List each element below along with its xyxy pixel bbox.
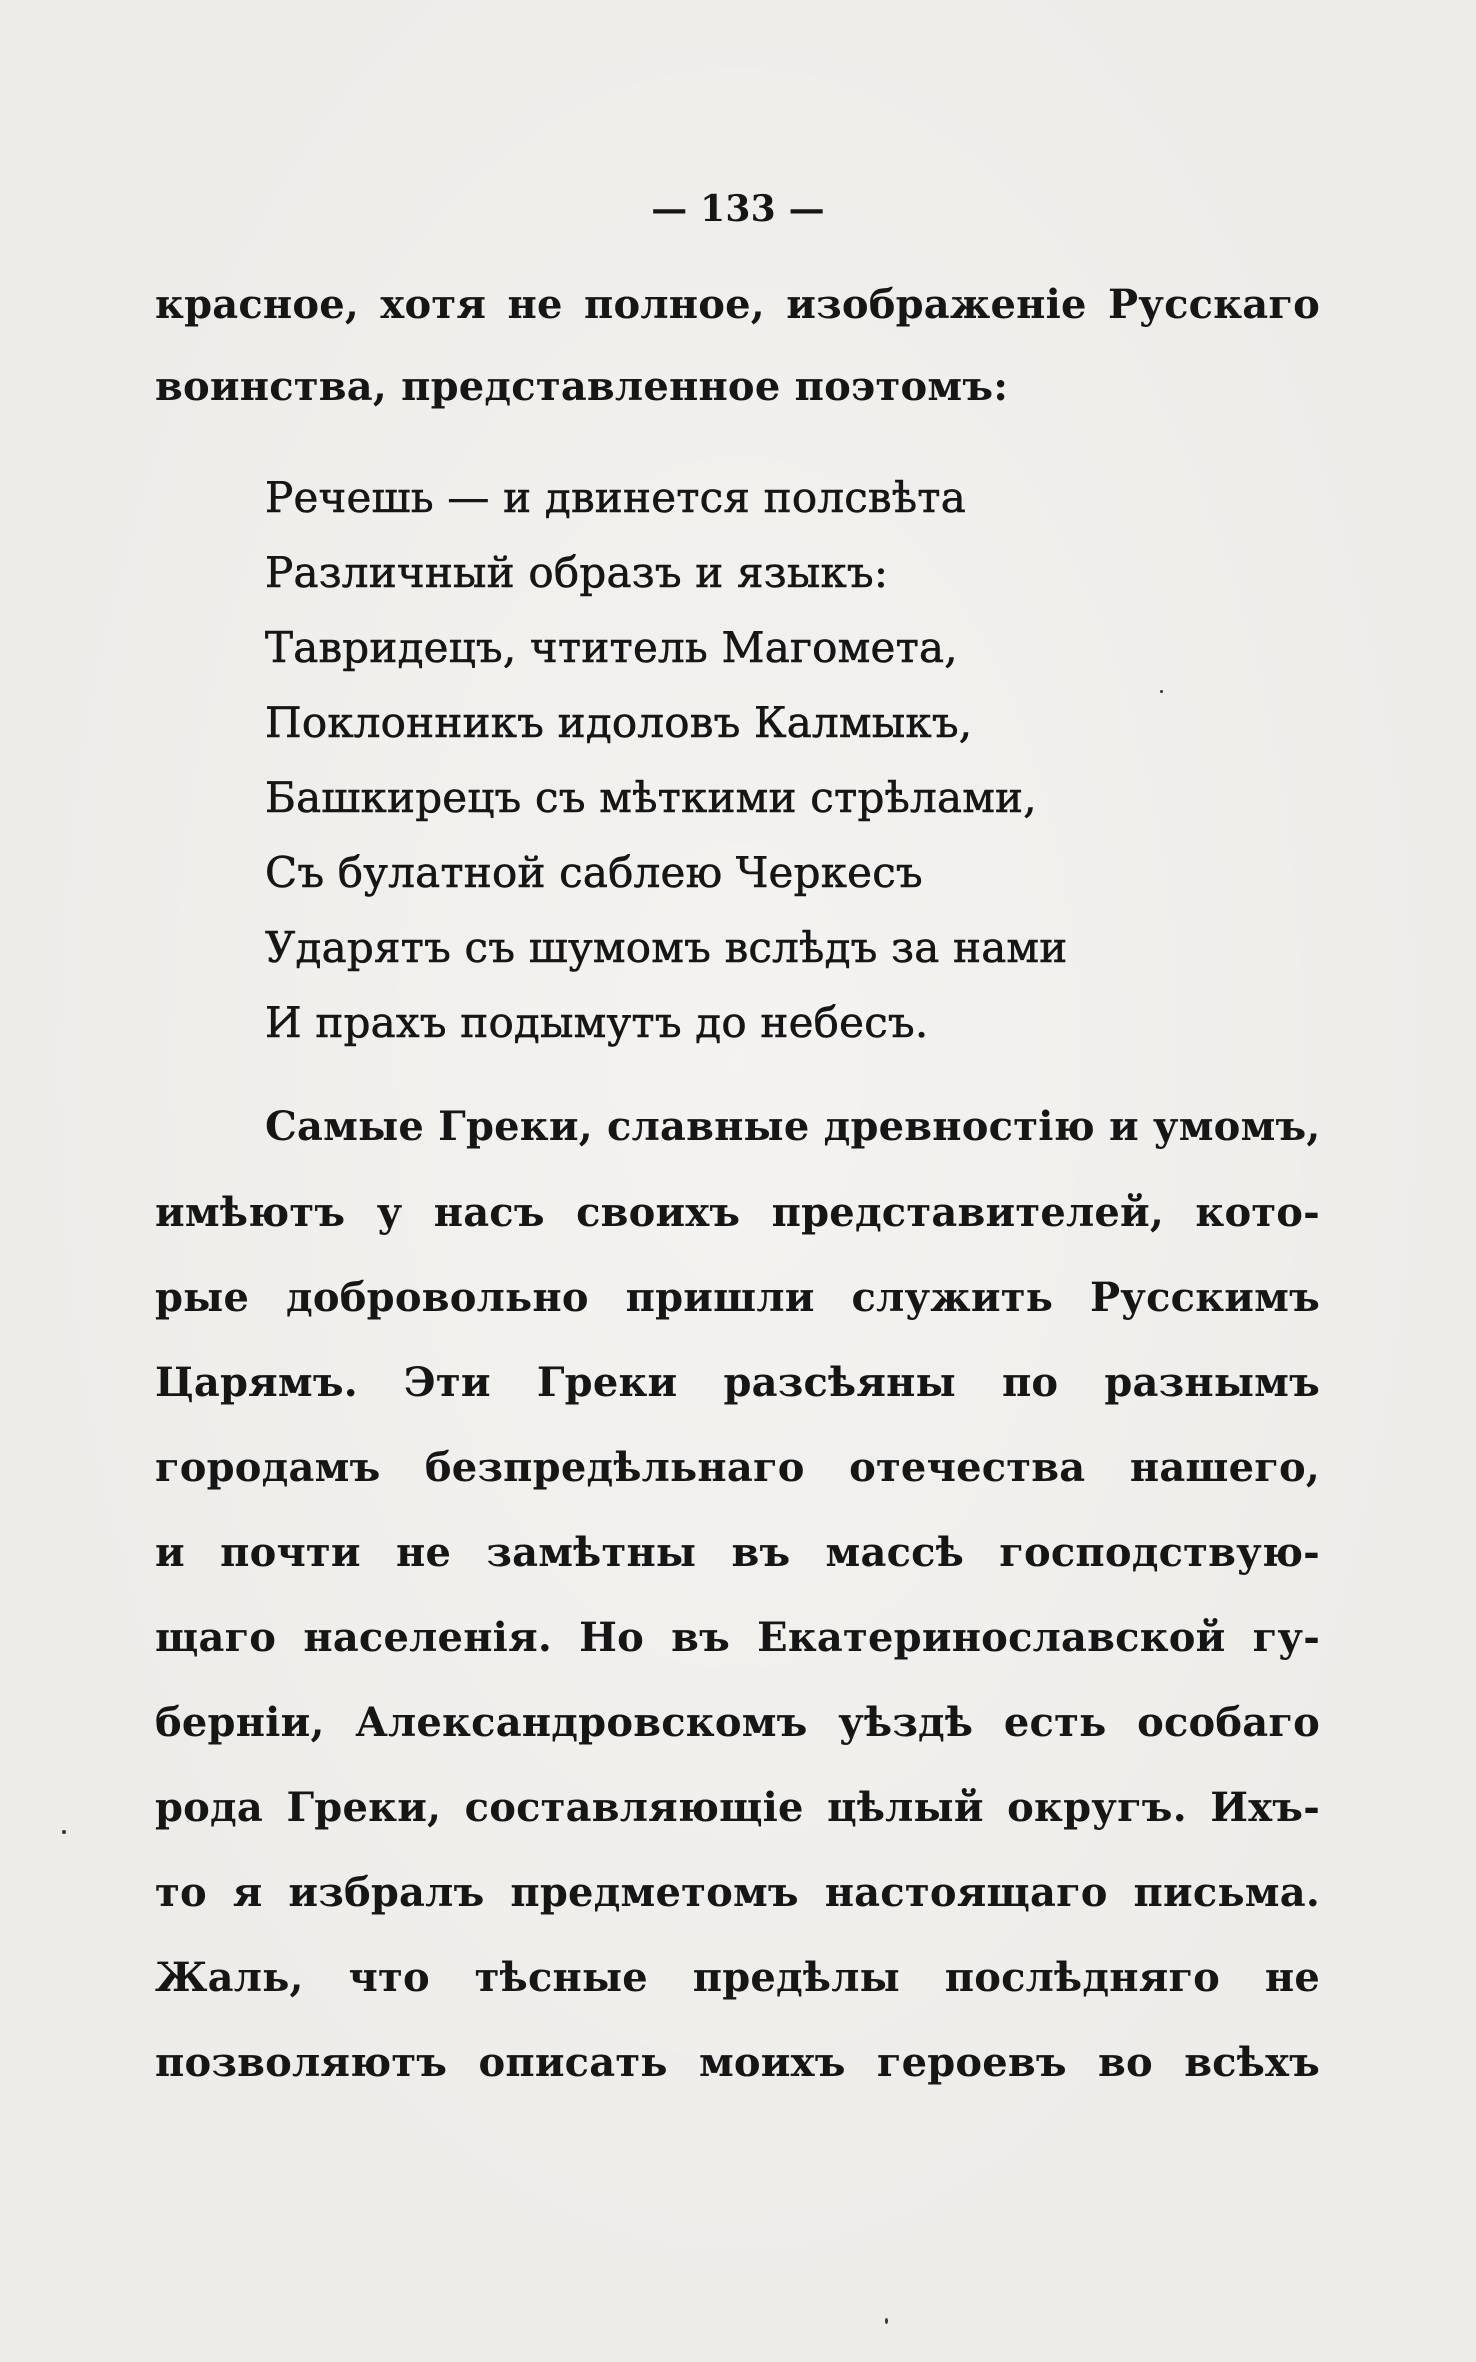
text-line: имѣютъ у насъ своихъ представителей, кото- [155,1189,1320,1236]
text-line: рые добровольно пришли служить Русскимъ [155,1274,1320,1321]
verse-line: Ударятъ съ шумомъ вслѣдъ за нами [265,923,1068,972]
scan-speck [885,2318,888,2324]
text-line: то я избралъ предметомъ настоящаго письма. [155,1869,1320,1916]
text-line: позволяютъ описать моихъ героевъ во всѣхъ [155,2039,1320,2086]
verse-line: Съ булатной саблею Черкесъ [265,848,923,897]
scan-speck [1160,690,1163,693]
text-line: бернiи, Александровскомъ уѣздѣ есть особаго [155,1699,1320,1746]
text-line: Самые Греки, славные древностiю и умомъ, [265,1103,1321,1150]
verse-line: И прахъ подымутъ до небесъ. [265,998,929,1047]
page-number: — 133 — [651,188,825,230]
verse-line: Различный образъ и языкъ: [265,548,889,597]
text-line: городамъ безпредѣльнаго отечества нашего, [155,1444,1320,1491]
text-line: Царямъ. Эти Греки разсѣяны по разнымъ [155,1359,1320,1406]
text-line: Жаль, что тѣсные предѣлы послѣдняго не [155,1954,1320,2001]
verse-line: Башкирецъ съ мѣткими стрѣлами, [265,773,1037,822]
text-line: щаго населенiя. Но въ Екатеринославской гу- [155,1614,1320,1661]
text-line: рода Греки, составляющiе цѣлый округъ. Ихъ- [155,1784,1320,1831]
verse-line: Поклонникъ идоловъ Калмыкъ, [265,698,973,747]
verse-line: Речешь — и двинется полсвѣта [265,473,966,522]
scan-speck [62,1830,66,1834]
text-line: и почти не замѣтны въ массѣ господствую- [155,1529,1320,1576]
text-line: красное, хотя не полное, изображенiе Русскаго [155,281,1320,328]
text-line: воинства, представленное поэтомъ: [155,363,1009,410]
verse-line: Тавридецъ, чтитель Магомета, [265,623,958,672]
